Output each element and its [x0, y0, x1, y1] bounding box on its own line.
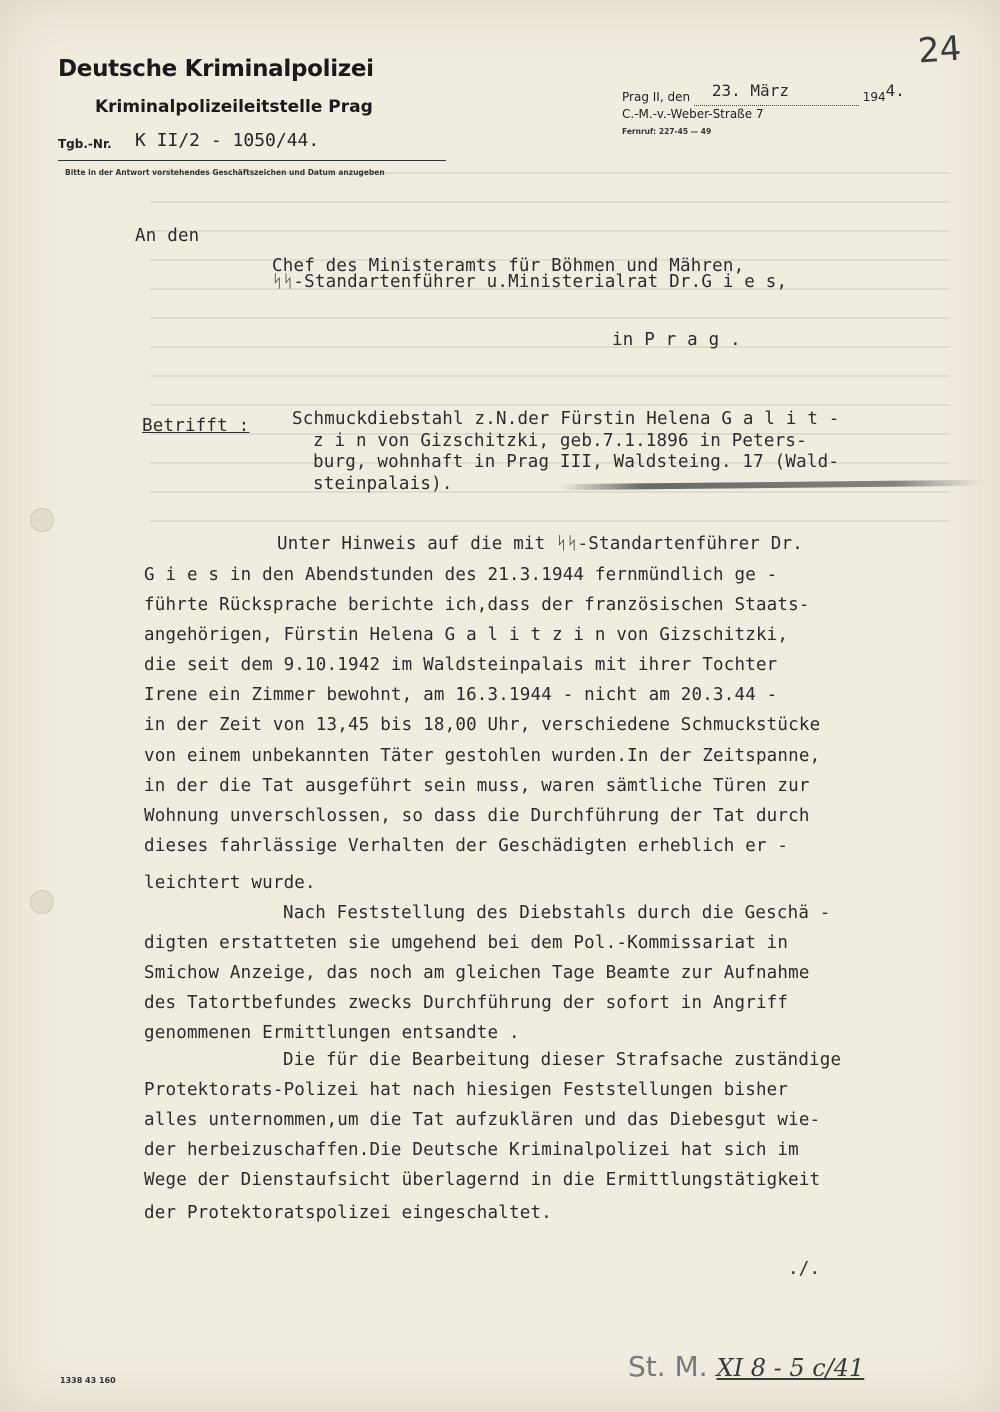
- body-line: alles unternommen,um die Tat aufzuklären und das Diebesgut wie-: [144, 1110, 821, 1130]
- form-code: 1338 43 160: [60, 1376, 116, 1385]
- body-line: leichtert wurde.: [144, 873, 316, 893]
- subject-line: burg, wohnhaft in Prag III, Waldsteing. 17 (Wald-: [313, 452, 840, 472]
- body-line: führte Rücksprache berichte ich,dass der französischen Staats-: [144, 595, 810, 615]
- body-line: der Protektoratspolizei eingeschaltet.: [144, 1203, 552, 1223]
- subject-line: steinpalais).: [313, 474, 453, 494]
- subject-line: z i n von Gizschitzki, geb.7.1.1896 in Peters-: [313, 431, 807, 451]
- body-line: in der Zeit von 13,45 bis 18,00 Uhr, verschiedene Schmuckstücke: [144, 715, 821, 735]
- journal-label: Tgb.-Nr.: [58, 137, 112, 151]
- body-line: Unter Hinweis auf die mit ᛋᛋ-Standartenführer Dr.: [277, 534, 803, 554]
- body-line: Wohnung unverschlossen, so dass die Durchführung der Tat durch: [144, 806, 810, 826]
- body-line: genommenen Ermittlungen entsandte .: [144, 1023, 520, 1043]
- letterhead-office: Kriminalpolizeileitstelle Prag: [95, 97, 373, 117]
- body-line: Irene ein Zimmer bewohnt, am 16.3.1944 - nicht am 20.3.44 -: [144, 685, 778, 705]
- office-street: C.-M.-v.-Weber-Straße 7: [622, 107, 764, 121]
- body-line: dieses fahrlässige Verhalten der Geschädigten erheblich er -: [144, 836, 789, 856]
- bleed-through-text: [150, 150, 950, 530]
- body-line: angehörigen, Fürstin Helena G a l i t z i n von Gizschitzki,: [144, 625, 789, 645]
- body-line: die seit dem 9.10.1942 im Waldsteinpalais mit ihrer Tochter: [144, 655, 778, 675]
- archive-stamp: [628, 1350, 864, 1383]
- body-line: Nach Feststellung des Diebstahls durch die Geschä -: [283, 903, 831, 923]
- reference-hint: Bitte in der Antwort vorstehendes Geschäftszeichen und Datum anzugeben: [65, 168, 385, 177]
- address-city: in P r a g .: [612, 330, 741, 350]
- body-line: in der die Tat ausgeführt sein muss, waren sämtliche Türen zur: [144, 776, 810, 796]
- body-line: Die für die Bearbeitung dieser Strafsache zuständige: [283, 1050, 842, 1070]
- stamp-prefix: St. M.: [628, 1350, 708, 1383]
- date-typed: 23. März: [711, 81, 789, 100]
- address-line: Chef des Ministeramts für Böhmen und Mähren,: [272, 256, 745, 276]
- folio-number: 24: [916, 28, 963, 72]
- journal-number: K II/2 - 1050/44.: [135, 130, 320, 151]
- office-phone: Fernruf: 227-45 — 49: [622, 127, 712, 136]
- place-prefix: Prag II, den: [622, 90, 691, 104]
- punch-hole: [30, 508, 54, 532]
- punch-hole: [30, 890, 54, 914]
- body-line: Wege der Dienstaufsicht überlagernd in die Ermittlungstätigkeit: [144, 1170, 821, 1190]
- body-line: der herbeizuschaffen.Die Deutsche Kriminalpolizei hat sich im: [144, 1140, 799, 1160]
- letterhead-org: Deutsche Kriminalpolizei: [58, 56, 374, 82]
- body-line: des Tatortbefundes zwecks Durchführung der sofort in Angriff: [144, 993, 789, 1013]
- body-line: digten erstatteten sie umgehend bei dem Pol.-Kommissariat in: [144, 933, 789, 953]
- continuation-mark: ./.: [788, 1259, 821, 1279]
- subject-line: Schmuckdiebstahl z.N.der Fürstin Helena G a l i t -: [292, 409, 840, 429]
- address-line: ᛋᛋ-Standartenführer u.Ministerialrat Dr.G i e s,: [272, 272, 788, 292]
- address-line: An den: [135, 226, 200, 246]
- body-line: G i e s in den Abendstunden des 21.3.1944 fernmündlich ge -: [144, 565, 778, 585]
- letterhead-rule: [58, 160, 446, 161]
- place-date-line: [622, 81, 905, 106]
- year-prefix: 194: [862, 90, 886, 104]
- stamp-handwritten: XI 8 - 5 c/41: [716, 1354, 865, 1382]
- body-line: Protektorats-Polizei hat nach hiesigen Feststellungen bisher: [144, 1080, 789, 1100]
- year-typed: 4.: [885, 81, 905, 100]
- body-line: Smichow Anzeige, das noch am gleichen Tage Beamte zur Aufnahme: [144, 963, 810, 983]
- body-line: von einem unbekannten Täter gestohlen wurden.In der Zeitspanne,: [144, 746, 821, 766]
- subject-label: Betrifft :: [142, 416, 250, 436]
